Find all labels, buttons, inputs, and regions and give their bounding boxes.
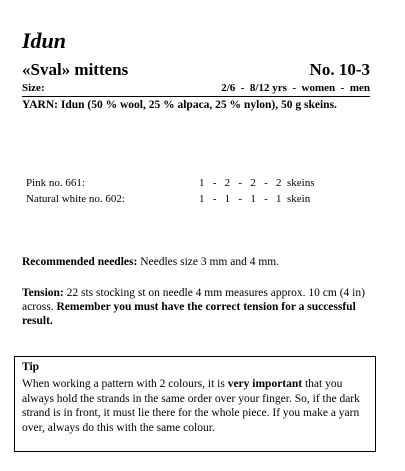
- tension-label: Tension:: [22, 287, 64, 299]
- color-amounts: 1 - 1 - 1 - 1 skein: [199, 193, 311, 205]
- color-name: Pink no. 661:: [26, 177, 85, 189]
- yarn-description: YARN: Idun (50 % wool, 25 % alpaca, 25 % nylon), 50 g skeins.: [22, 99, 337, 111]
- needles-text: Needles size 3 mm and 4 mm.: [137, 256, 280, 268]
- tension-emphasis: Remember you must have the correct tension for a successful result.: [22, 301, 356, 327]
- needles-label: Recommended needles:: [22, 256, 138, 268]
- size-row: [22, 81, 370, 97]
- color-row: [26, 191, 366, 207]
- tip-box: [14, 356, 376, 452]
- tip-text-after: that you always hold the strands in the same order over your finger. So, if the dark strand is in front, it must lie there for the whole piece. If you make a yarn over, always do this with the same colour.: [22, 378, 360, 434]
- tip-text: [22, 377, 374, 435]
- tip-text-before: When working a pattern with 2 colours, it is: [22, 378, 228, 390]
- color-amounts: 1 - 2 - 2 - 2 skeins: [199, 177, 315, 189]
- pattern-name: «Sval» mittens: [22, 60, 129, 79]
- needles-line: [22, 255, 279, 269]
- color-row: [26, 175, 366, 191]
- tip-emphasis: very important: [227, 378, 303, 390]
- tip-title: Tip: [22, 361, 40, 373]
- brand-title: Idun: [22, 28, 67, 53]
- size-label: Size:: [22, 82, 45, 94]
- size-values: 2/6 - 8/12 yrs - women - men: [221, 82, 370, 94]
- color-table: [26, 175, 366, 207]
- pattern-number: No. 10-3: [309, 60, 370, 79]
- color-name: Natural white no. 602:: [26, 193, 125, 205]
- tension-text: 22 sts stocking st on needle 4 mm measures approx. 10 cm (4 in) across.: [22, 287, 365, 313]
- tension-paragraph: [22, 286, 377, 328]
